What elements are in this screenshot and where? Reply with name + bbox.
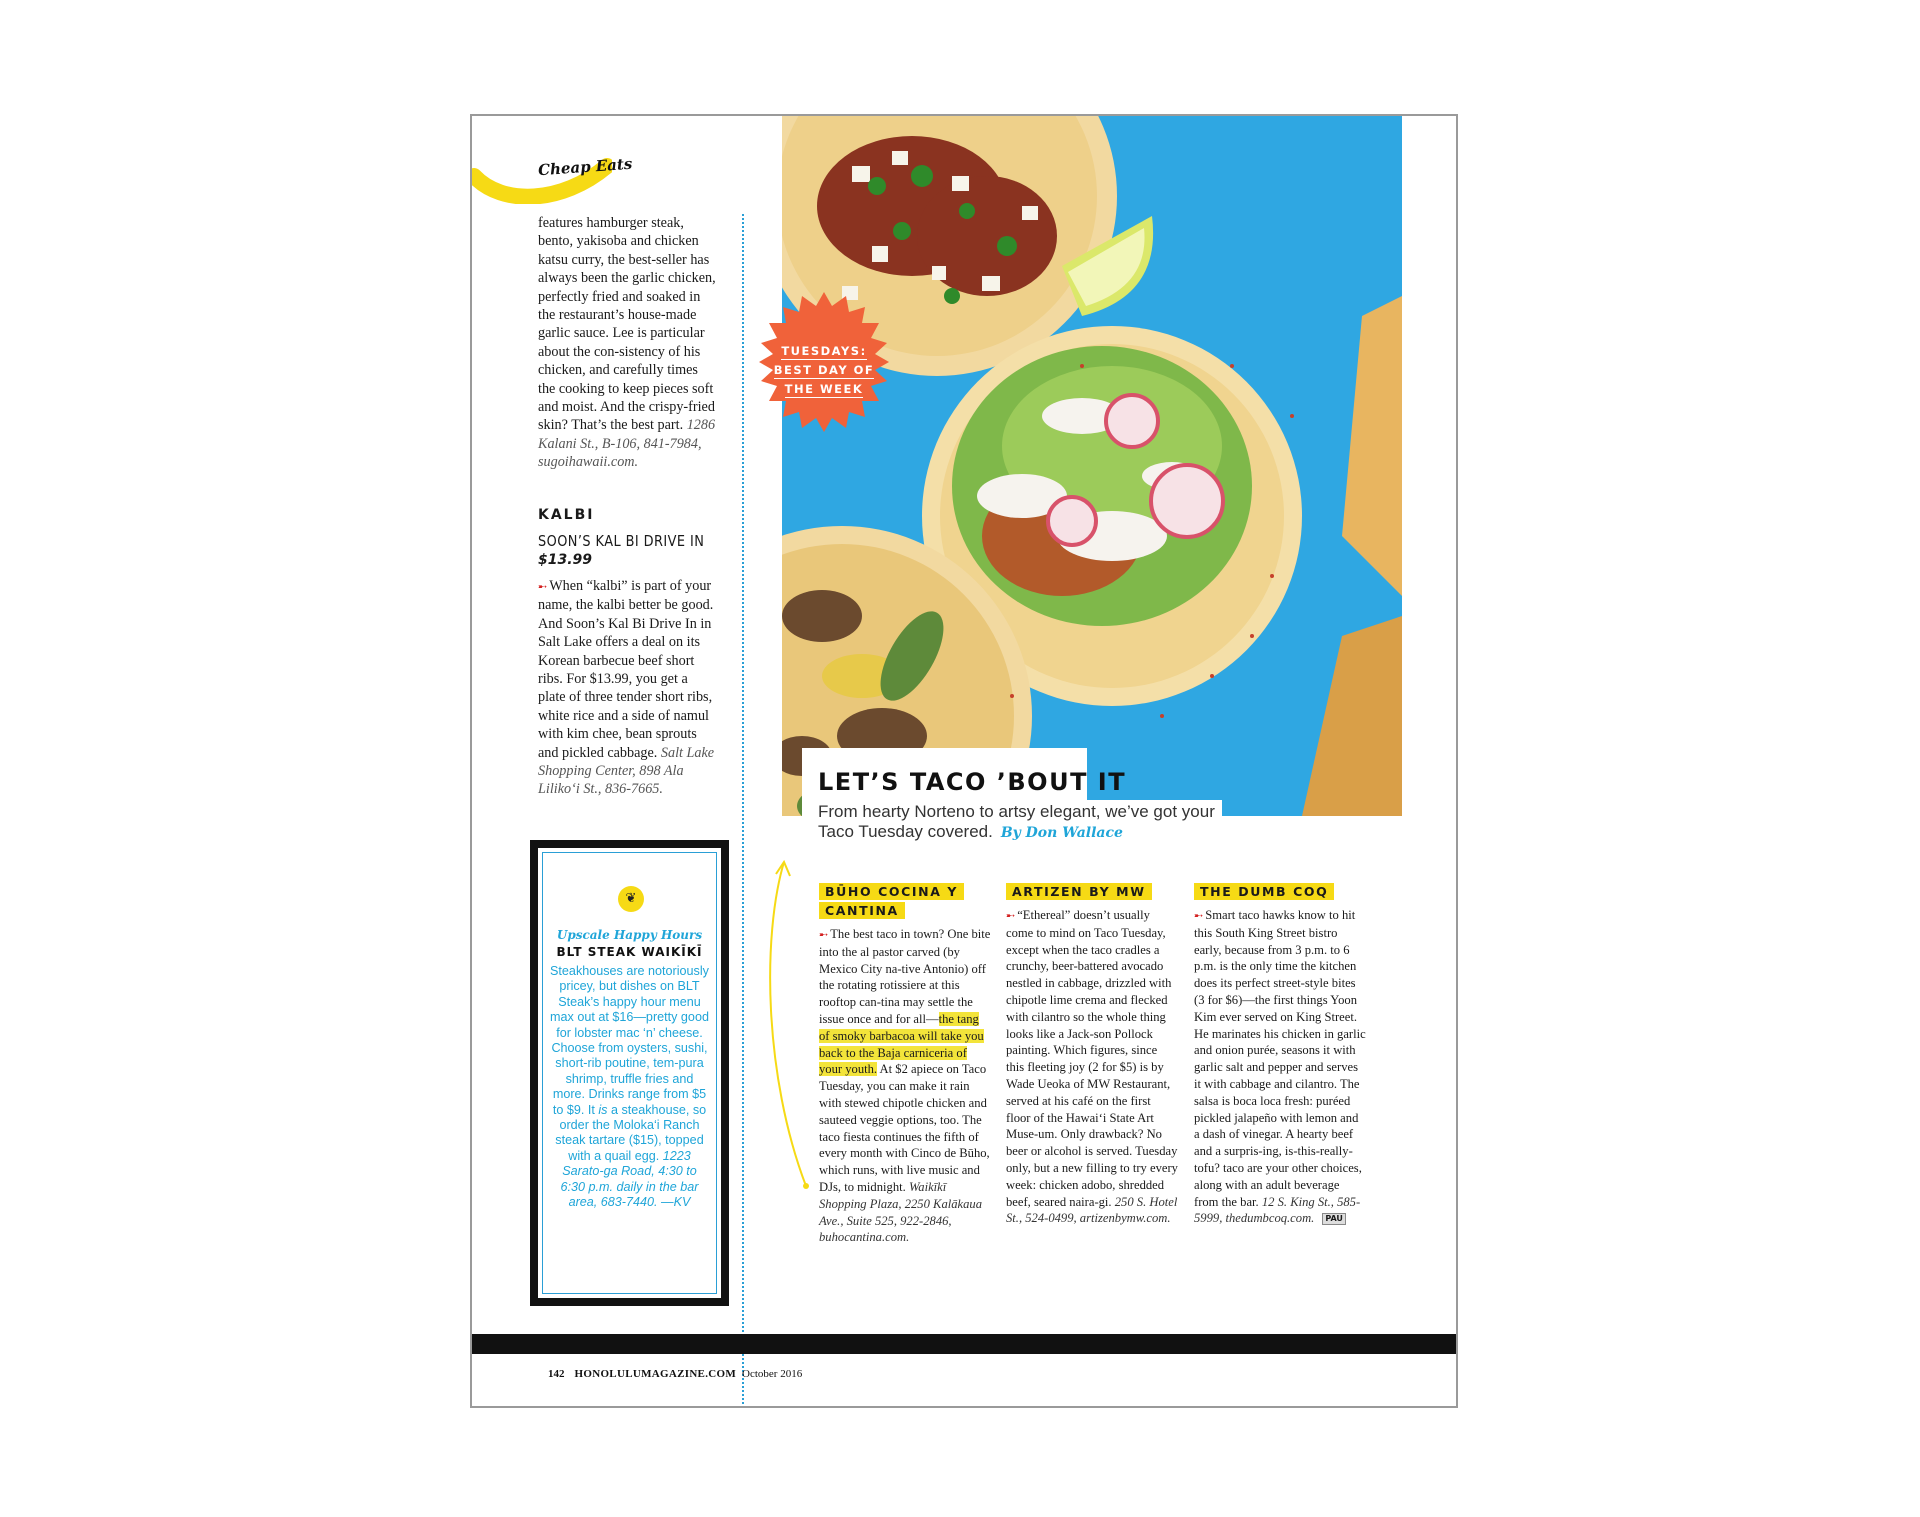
kalbi-subheading: SOON’S KAL BI DRIVE IN xyxy=(538,532,705,551)
column-heading: ARTIZEN BY MW xyxy=(1006,883,1152,900)
end-mark: PAU xyxy=(1322,1213,1346,1225)
column-divider xyxy=(742,214,744,1408)
sidebar-text-1: Steakhouses are notoriously pricey, but dishes on BLT Steak’s happy hour menu max out at $16—pretty good for lobster mac ‘n’ cheese. Choose from oysters, sushi, short-rib poutine, tem-pura shrimp, truffle fries and more. Drinks range from $5 to $9. It xyxy=(550,964,709,1117)
starburst-line-2: BEST DAY OF xyxy=(773,363,875,377)
left-column xyxy=(538,214,718,799)
kalbi-text: When “kalbi” is part of your name, the kalbi better be good. And Soon’s Kal Bi Drive In in Salt Lake offers a deal on its Korean barbecue beef short ribs. For $13.99, you get a plate of three tender short ribs, white rice and a side of namul with kim chee, bean sprouts and pickled cabbage. xyxy=(538,577,714,761)
kalbi-address: Salt Lake Shopping Center, 898 Ala Liliko‘i St., 836-7665. xyxy=(538,744,715,798)
kalbi-heading: KALBI xyxy=(538,506,595,523)
column-address: Waikīkī Shopping Plaza, 2250 Kalākaua Ave., Suite 525, 922-2846, buhocantina.com. xyxy=(819,1179,983,1245)
footer-bar xyxy=(472,1334,1456,1354)
arrow-icon: ➸ xyxy=(538,579,547,593)
curved-arrow-icon xyxy=(762,856,812,1256)
starburst-text xyxy=(754,342,894,399)
column-body xyxy=(819,926,991,1246)
highlighted-quote: the tang of smoky barbacoa will take you back to the Baja carniceria of your youth. xyxy=(819,1011,984,1077)
sidebar-address: 1223 Sarato-ga Road, 4:30 to 6:30 p.m. daily in the bar area, 683-7440. —KV xyxy=(560,1148,699,1210)
kalbi-price: $13.99 xyxy=(538,551,593,568)
page-footer xyxy=(548,1368,802,1380)
continued-address: 1286 Kalani St., B-106, 841-7984, sugoihawaii.com. xyxy=(538,417,716,471)
column-text-continued: At $2 apiece on Taco Tuesday, you can make it rain with stewed chipotle chicken and sauteed veggie options, too. The taco fiesta continues the fifth of every month with Cinco de Būho, which runs, with live music and DJs, to midnight. xyxy=(819,1062,990,1194)
column-heading: THE DUMB COQ xyxy=(1194,883,1334,900)
sidebar-box xyxy=(530,840,729,1306)
column-address: 12 S. King St., 585-5999, thedumbcoq.com. xyxy=(1194,1194,1361,1226)
sidebar-kicker: Upscale Happy Hours xyxy=(556,928,703,942)
section-tag: Cheap Eats xyxy=(537,154,633,180)
column-body xyxy=(1194,907,1366,1227)
sidebar-text-emphasis: is xyxy=(598,1102,608,1117)
continued-article xyxy=(538,214,718,472)
feature-headline: LET’S TACO ’BOUT IT xyxy=(818,768,1127,796)
kalbi-body xyxy=(538,577,718,799)
feature-deck xyxy=(818,802,1228,843)
sidebar-body xyxy=(550,964,709,1211)
starburst-line-3: THE WEEK xyxy=(784,382,864,396)
footer-site: HONOLULUMAGAZINE.COM xyxy=(574,1368,737,1380)
taco-photo xyxy=(782,116,1402,816)
magazine-page xyxy=(470,114,1458,1408)
arrow-icon: ➸ xyxy=(1194,909,1203,922)
starburst-line-1: TUESDAYS: xyxy=(781,344,867,358)
page-number: 142 xyxy=(548,1368,565,1380)
column-text: The best taco in town? One bite into the al pastor carved (by Mexico City na-tive Antonio) off the rotating rotissiere at this rooftop can-tina may settle the issue once and for all— xyxy=(819,927,991,1026)
article-column-buho xyxy=(819,882,991,1246)
column-address: 250 S. Hotel St., 524-0499, artizenbymw.com. xyxy=(1006,1194,1178,1226)
sidebar-badge-icon: ❦ xyxy=(618,886,644,912)
arrow-icon: ➸ xyxy=(819,928,828,941)
column-text: Smart taco hawks know to hit this South King Street bistro early, because from 3 p.m. to 6 p.m. is the only time the kitchen does its perfect street-style bites (3 for $6)—the first things Yoon Kim ever served on King Street. He marinates his chicken in garlic and onion purée, seasons it with garlic salt and pepper and serves it with cabbage and cilantro. The salsa is boca loca fresh: puréed pickled jalapeño with lemon and a dash of vinegar. A hearty beef and a surpris-ing, is-this-really-tofu? taco are your other choices, along with an adult beverage from the bar. xyxy=(1194,908,1366,1209)
column-heading: BŪHO COCINA Y CANTINA xyxy=(819,883,964,919)
article-column-dumb-coq xyxy=(1194,882,1366,1227)
continued-text: features hamburger steak, bento, yakisoba and chicken katsu curry, the best-seller has always been the garlic chicken, perfectly fried and soaked in the restaurant’s house-made garlic sauce. Lee is particular about the con-sistency of his chicken, and carefully times the cooking to keep pieces soft and moist. And the crispy-fried skin? That’s the best part. xyxy=(538,215,716,434)
footer-issue: October 2016 xyxy=(742,1368,803,1380)
sidebar-text-2: a steakhouse, so order the Moloka‘i Ranch steak tartare ($15), topped with a quail egg. xyxy=(555,1102,707,1163)
column-body xyxy=(1006,907,1178,1227)
byline: By Don Wallace xyxy=(1000,825,1123,841)
article-column-artizen xyxy=(1006,882,1178,1227)
column-text: “Ethereal” doesn’t usually come to mind on Taco Tuesday, except when the taco cradles a crunchy, beer-battered avocado nestled in cabbage, drizzled with chipotle lime crema and flecked with cilantro so the whole thing looks like a Jack-son Pollock painting. Which figures, since this fleeting joy (2 for $5) is by Wade Ueoka of MW Restaurant, served at his café on the first floor of the Hawai‘i State Art Muse-um. Only drawback? No beer or alcohol is served. Tuesday only, but a new filling to try every week: chicken adobo, shredded beef, seared naira-gi. xyxy=(1006,908,1178,1209)
deck-text: From hearty Norteno to artsy elegant, we’ve got your Taco Tuesday covered. xyxy=(818,802,1215,841)
sidebar-title: BLT STEAK WAIKĪKĪ xyxy=(556,945,703,959)
arrow-icon: ➸ xyxy=(1006,909,1015,922)
